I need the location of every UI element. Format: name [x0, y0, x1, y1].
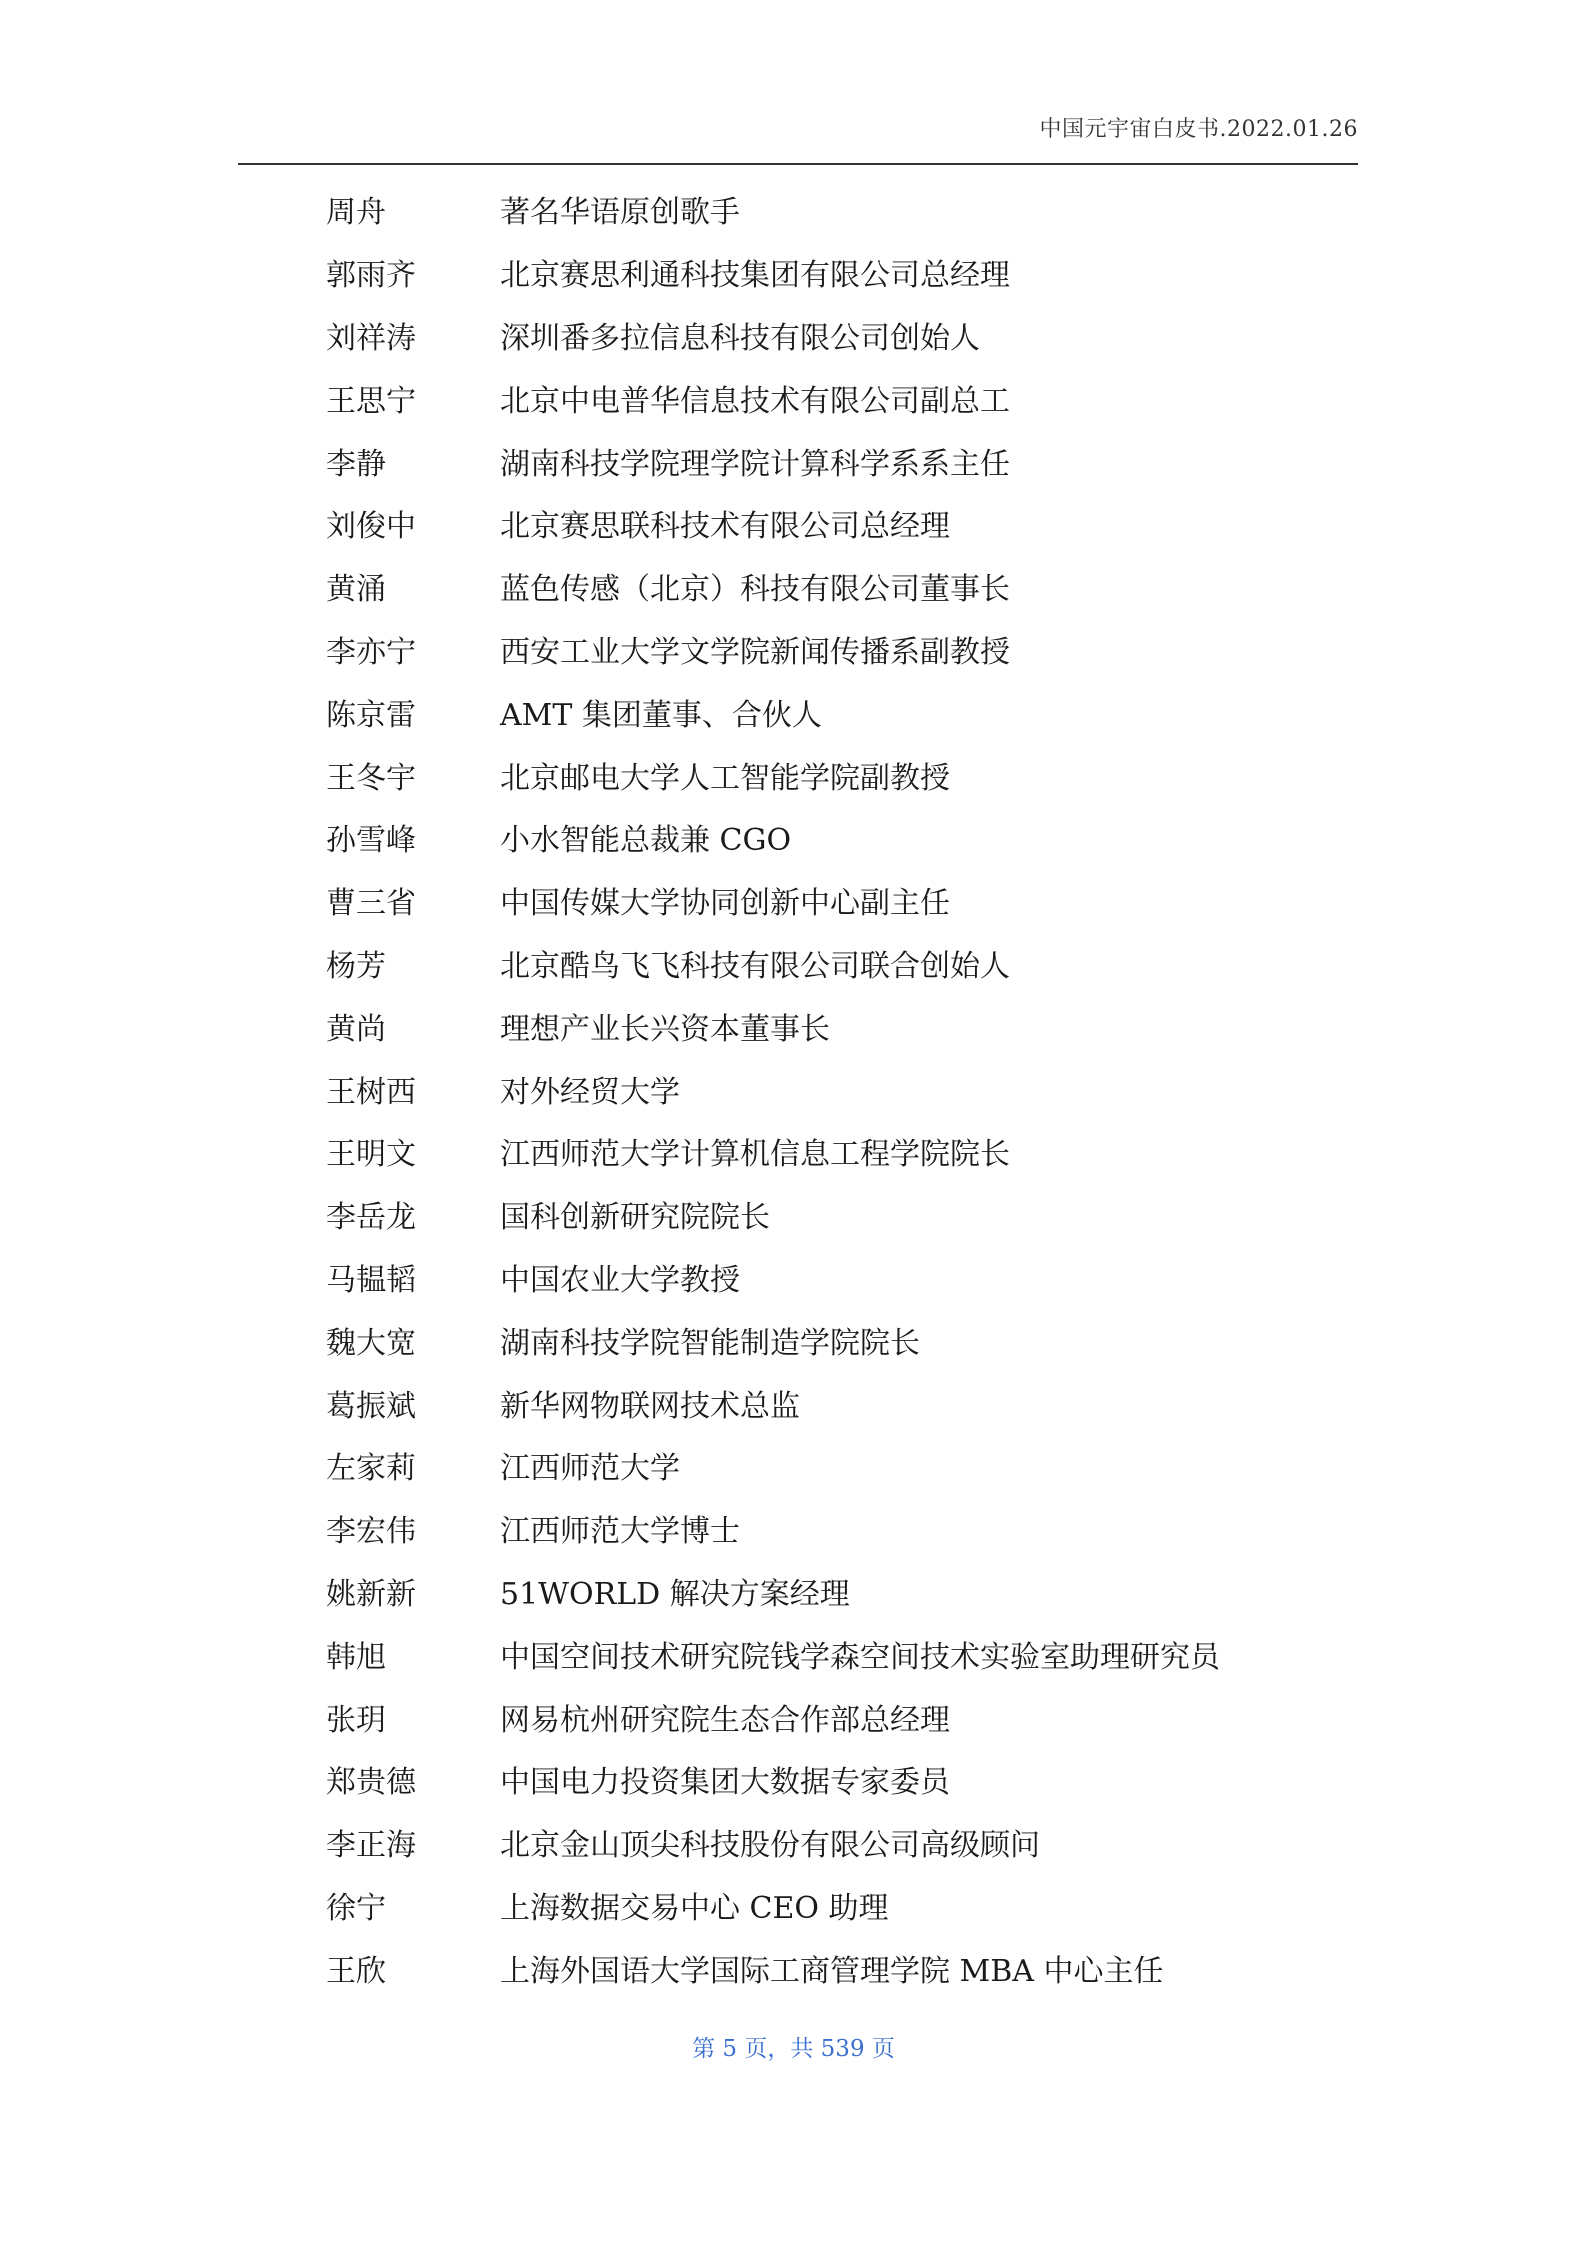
- list-item: [326, 810, 1426, 873]
- member-name: 李岳龙: [326, 1200, 416, 1236]
- member-name: 黄尚: [326, 1011, 386, 1047]
- member-role: 北京中电普华信息技术有限公司副总工: [500, 383, 1010, 419]
- list-item: [326, 1312, 1426, 1375]
- member-name: 黄涌: [326, 572, 386, 608]
- list-item: [326, 1689, 1426, 1752]
- member-role: 中国传媒大学协同创新中心副主任: [500, 886, 950, 922]
- member-name: 葛振斌: [326, 1388, 416, 1424]
- member-role: 网易杭州研究院生态合作部总经理: [500, 1702, 950, 1738]
- member-role: 中国空间技术研究院钱学森空间技术实验室助理研究员: [500, 1639, 1220, 1675]
- list-item: [326, 1061, 1426, 1124]
- list-item: [326, 433, 1426, 496]
- member-role: 西安工业大学文学院新闻传播系副教授: [500, 634, 1010, 670]
- member-role: 上海外国语大学国际工商管理学院 MBA 中心主任: [500, 1953, 1164, 1989]
- member-name: 韩旭: [326, 1639, 386, 1675]
- list-item: [326, 998, 1426, 1061]
- list-item: [326, 1438, 1426, 1501]
- member-role: 国科创新研究院院长: [500, 1200, 770, 1236]
- list-item: [326, 308, 1426, 371]
- member-role: 新华网物联网技术总监: [500, 1388, 800, 1424]
- member-role: AMT 集团董事、合伙人: [500, 697, 822, 733]
- list-item: [326, 1878, 1426, 1941]
- member-role: 小水智能总裁兼 CGO: [500, 823, 792, 859]
- member-role: 中国农业大学教授: [500, 1262, 740, 1298]
- list-item: [326, 496, 1426, 559]
- member-name: 魏大宽: [326, 1325, 416, 1361]
- list-item: [326, 182, 1426, 245]
- member-name: 左家莉: [326, 1451, 416, 1487]
- list-item: [326, 559, 1426, 622]
- member-name: 郑贵德: [326, 1765, 416, 1801]
- member-role: 湖南科技学院理学院计算科学系系主任: [500, 446, 1010, 482]
- member-name: 徐宁: [326, 1890, 386, 1926]
- list-item: [326, 747, 1426, 810]
- member-role: 江西师范大学: [500, 1451, 680, 1487]
- member-name: 李宏伟: [326, 1514, 416, 1550]
- member-name: 张玥: [326, 1702, 386, 1738]
- list-item: [326, 1375, 1426, 1438]
- list-item: [326, 873, 1426, 936]
- member-name: 王欣: [326, 1953, 386, 1989]
- member-name: 王明文: [326, 1137, 416, 1173]
- member-name: 姚新新: [326, 1576, 416, 1612]
- member-name: 马韫韬: [326, 1262, 416, 1298]
- member-list: [326, 182, 1426, 2003]
- member-name: 刘俊中: [326, 509, 416, 545]
- list-item: [326, 1501, 1426, 1564]
- list-item: [326, 1815, 1426, 1878]
- list-item: [326, 1940, 1426, 2003]
- list-item: [326, 936, 1426, 999]
- list-item: [326, 1626, 1426, 1689]
- list-item: [326, 370, 1426, 433]
- member-name: 陈京雷: [326, 697, 416, 733]
- member-name: 郭雨齐: [326, 258, 416, 294]
- member-role: 北京赛思利通科技集团有限公司总经理: [500, 258, 1010, 294]
- member-name: 李静: [326, 446, 386, 482]
- member-role: 北京邮电大学人工智能学院副教授: [500, 760, 950, 796]
- list-item: [326, 1250, 1426, 1313]
- member-role: 北京赛思联科技术有限公司总经理: [500, 509, 950, 545]
- list-item: [326, 1564, 1426, 1627]
- member-name: 孙雪峰: [326, 823, 416, 859]
- member-name: 王冬宇: [326, 760, 416, 796]
- running-header: 中国元宇宙白皮书.2022.01.26: [1039, 117, 1358, 142]
- member-role: 中国电力投资集团大数据专家委员: [500, 1765, 950, 1801]
- page-number: 第 5 页，共 539 页: [692, 2036, 895, 2062]
- member-role: 著名华语原创歌手: [500, 195, 740, 231]
- member-role: 江西师范大学博士: [500, 1514, 740, 1550]
- member-role: 深圳番多拉信息科技有限公司创始人: [500, 320, 980, 356]
- list-item: [326, 1752, 1426, 1815]
- member-role: 对外经贸大学: [500, 1074, 680, 1110]
- header-rule: [238, 163, 1358, 165]
- list-item: [326, 684, 1426, 747]
- member-role: 上海数据交易中心 CEO 助理: [500, 1890, 889, 1926]
- list-item: [326, 245, 1426, 308]
- member-role: 理想产业长兴资本董事长: [500, 1011, 830, 1047]
- list-item: [326, 622, 1426, 685]
- member-role: 北京酷鸟飞飞科技有限公司联合创始人: [500, 948, 1010, 984]
- member-name: 李亦宁: [326, 634, 416, 670]
- member-role: 北京金山顶尖科技股份有限公司高级顾问: [500, 1828, 1040, 1864]
- list-item: [326, 1187, 1426, 1250]
- member-name: 王思宁: [326, 383, 416, 419]
- member-role: 湖南科技学院智能制造学院院长: [500, 1325, 920, 1361]
- member-name: 周舟: [326, 195, 386, 231]
- member-role: 51WORLD 解决方案经理: [500, 1576, 850, 1612]
- member-name: 刘祥涛: [326, 320, 416, 356]
- list-item: [326, 1124, 1426, 1187]
- member-name: 杨芳: [326, 948, 386, 984]
- member-name: 李正海: [326, 1828, 416, 1864]
- member-name: 曹三省: [326, 886, 416, 922]
- member-role: 蓝色传感（北京）科技有限公司董事长: [500, 572, 1010, 608]
- member-role: 江西师范大学计算机信息工程学院院长: [500, 1137, 1010, 1173]
- member-name: 王树西: [326, 1074, 416, 1110]
